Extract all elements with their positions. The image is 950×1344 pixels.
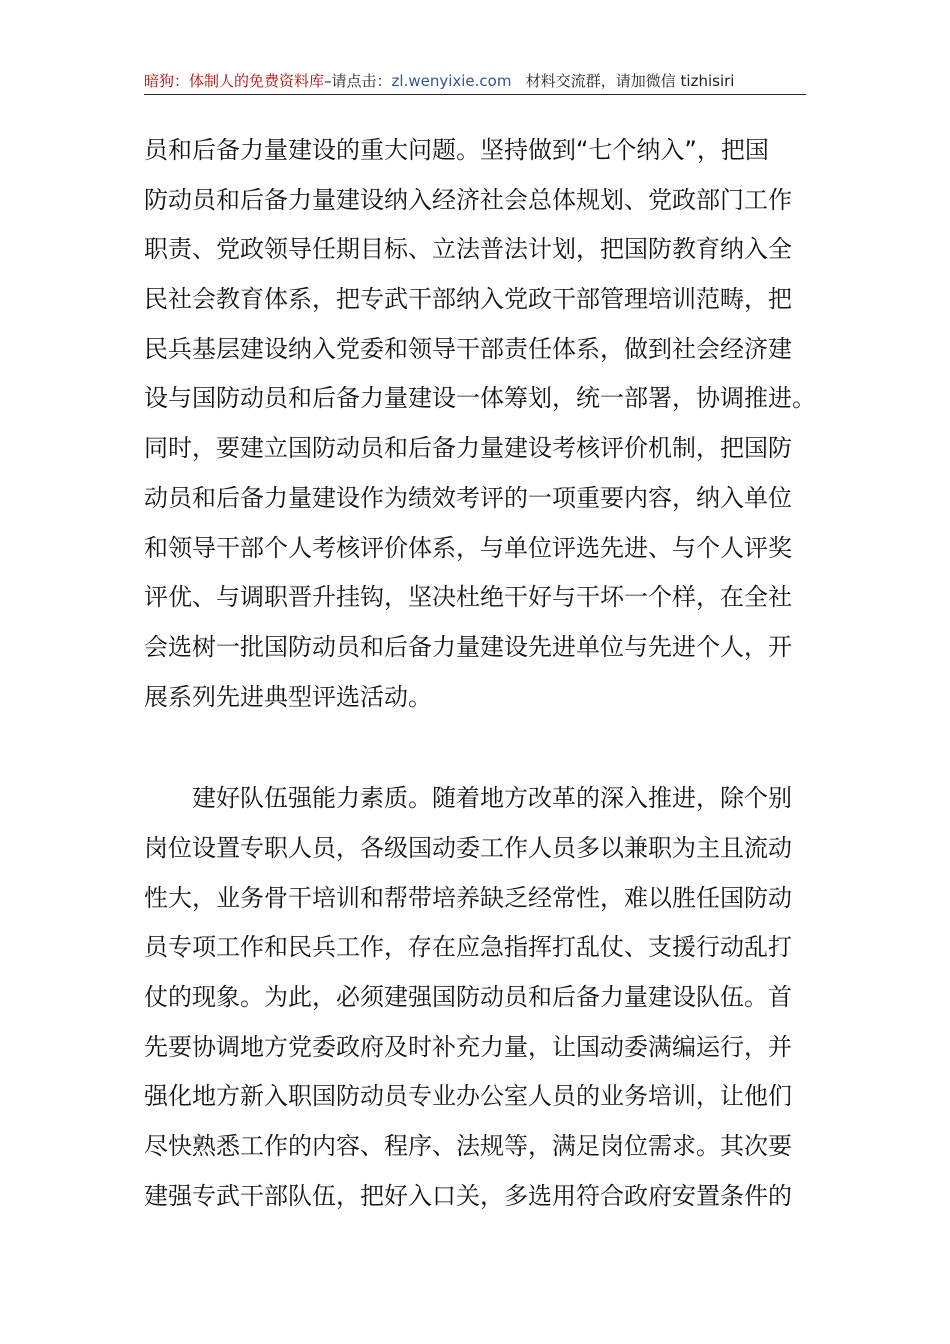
text-line: 仗的现象。为此，必须建强国防动员和后备力量建设队伍。首 (144, 983, 792, 1011)
text-line: 先要协调地方党委政府及时补充力量，让国动委满编运行，并 (144, 1032, 792, 1061)
text-line: 员和后备力量建设的重大问题。坚持做到“七个纳入”，把国 (144, 136, 769, 164)
text-line: 民社会教育体系，把专武干部纳入党政干部管理培训范畴，把 (144, 285, 792, 314)
header-wechat-note: 材料交流群，请加微信 tizhisiri (525, 72, 735, 90)
text-line: 防动员和后备力量建设纳入经济社会总体规划、党政部门工作 (144, 185, 792, 214)
text-line: 员专项工作和民兵工作，存在应急指挥打乱仗、支援行动乱打 (144, 933, 792, 962)
text-line: 性大，业务骨干培训和帮带培养缺乏经常性，难以胜任国防动 (144, 883, 792, 912)
text-line: 民兵基层建设纳入党委和领导干部责任体系，做到社会经济建 (144, 334, 792, 363)
text-line: 同时，要建立国防动员和后备力量建设考核评价机制，把国防 (144, 434, 792, 463)
text-line: 展系列先进典型评选活动。 (144, 682, 432, 711)
header-url-link[interactable]: zl.wenyixie.com (391, 72, 512, 90)
text-line: 设与国防动员和后备力量建设一体筹划，统一部署，协调推进。 (144, 384, 816, 413)
text-line: 建好队伍强能力素质。随着地方改革的深入推进，除个别 (192, 784, 792, 813)
text-line: 动员和后备力量建设作为绩效考评的一项重要内容，纳入单位 (144, 483, 792, 512)
text-line: 岗位设置专职人员，各级国动委工作人员多以兼职为主且流动 (144, 833, 792, 862)
page-header (144, 70, 806, 95)
paragraph-1 (144, 126, 816, 722)
paragraph-2 (144, 774, 810, 1221)
text-line: 职责、党政领导任期目标、立法普法计划，把国防教育纳入全 (144, 235, 792, 264)
text-line: 会选树一批国防动员和后备力量建设先进单位与先进个人，开 (144, 632, 792, 661)
document-body (144, 126, 816, 1221)
text-line: 强化地方新入职国防动员专业办公室人员的业务培训，让他们 (144, 1082, 792, 1111)
text-line: 和领导干部个人考核评价体系，与单位评选先进、与个人评奖 (144, 533, 792, 562)
text-line: 尽快熟悉工作的内容、程序、法规等，满足岗位需求。其次要 (144, 1132, 792, 1161)
text-line: 建强专武干部队伍，把好入口关，多选用符合政府安置条件的 (144, 1181, 792, 1210)
text-line: 评优、与调职晋升挂钩，坚决杜绝干好与干坏一个样，在全社 (144, 583, 792, 612)
header-click-prefix: –请点击： (324, 72, 392, 90)
header-brand: 暗狗：体制人的免费资料库 (144, 72, 325, 90)
paragraph-gap (144, 722, 810, 774)
